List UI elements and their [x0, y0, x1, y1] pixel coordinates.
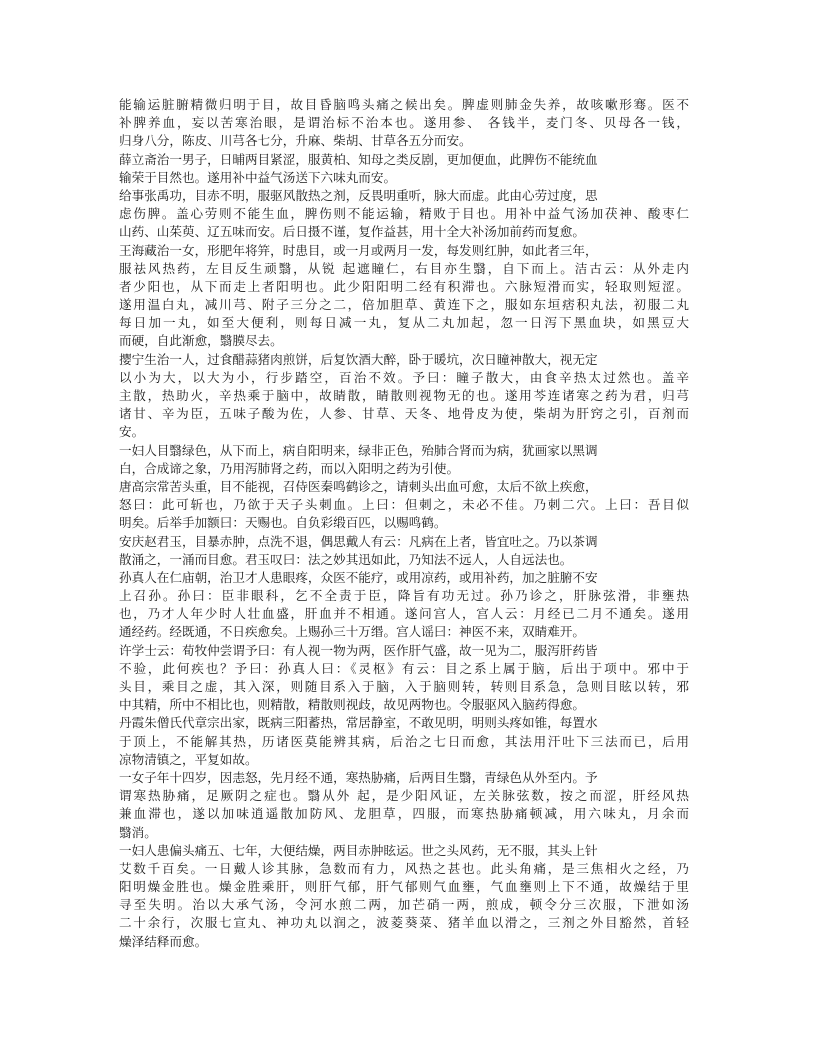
text-line: 补脾养血，妄以苦寒治眼，是谓治标不治本也。遂用参、 各钱半，麦门冬、贝母各一钱，: [119, 115, 689, 131]
text-line: 寻至失明。治以大承气汤，令河水煎二两，加芒硝一两，煎成，顿令分三次服，下泄如汤: [119, 897, 689, 913]
text-line: 给事张禹功，目赤不明，服驱风散热之剂，反畏明重听，脉大而虚。此由心劳过度，思: [119, 187, 598, 203]
text-line: 遂用温白丸，减川芎、附子三分之二，倍加胆草、黄连下之，服如东垣痞积丸法，初服二丸: [119, 297, 689, 313]
text-line: 许学士云：荀牧仲尝谓予曰：有人视一物为两，医作肝气盛，故一见为二，服泻肝药皆: [119, 642, 598, 658]
text-line: 凉物清镇之，平复如故。: [119, 751, 258, 767]
text-line: 唐高宗常苦头重，目不能视，召侍医秦鸣鹤诊之，请刺头出血可愈，太后不欲上疾愈，: [119, 478, 598, 494]
text-line: 谓寒热胁痛，足厥阴之症也。翳从外 起，是少阳风证，左关脉弦数，按之而涩，肝经风热: [119, 788, 689, 804]
text-line: 兼血滞也，遂以加味逍遥散加防风、龙胆草，四服，而寒热胁痛顿减，用六味丸，月余而: [119, 806, 689, 822]
text-line: 一女子年十四岁，因恚怒，先月经不通，寒热胁痛，后两目生翳，青绿色从外至内。予: [119, 769, 598, 785]
text-line: 于顶上，不能解其热，历诸医莫能辨其病，后治之七日而愈，其法用汗吐下三法而已，后用: [119, 733, 689, 749]
text-line: 撄宁生治一人，过食醋蒜猪肉煎饼，后复饮酒大醉，卧于暖坑，次日瞳神散大，视无定: [119, 351, 598, 367]
text-line: 一妇人目翳绿色，从下而上，病自阳明来，绿非正色，殆肺合肾而为病，犹画家以黑调: [119, 442, 598, 458]
text-line: 归身八分，陈皮、川芎各七分，升麻、柴胡、甘草各五分而安。: [119, 133, 472, 149]
text-line: 上召孙。孙曰：臣非眼科，乞不全责于臣，降旨有功无过。孙乃诊之，肝脉弦滑，非壅热: [119, 588, 689, 604]
text-line: 翳消。: [119, 824, 157, 840]
text-line: 也，乃才人年少时人壮血盛，肝血并不相通。遂问宫人，宫人云：月经已二月不通矣。遂用: [119, 606, 689, 622]
text-line: 通经药。经既通，不日疾愈矣。上赐孙三十万缗。宫人谣曰：神医不来，双睛难开。: [119, 624, 585, 640]
text-line: 虑伤脾。盖心劳则不能生血，脾伤则不能运输，精败于目也。用补中益气汤加茯神、酸枣仁: [119, 206, 689, 222]
text-line: 每日加一丸，如至大便利，则每日减一丸，复从二丸加起，忽一日泻下黑血块，如黑豆大: [119, 315, 689, 331]
text-line: 薛立斋治一男子，日晡两目紧涩，服黄柏、知母之类反剧，更加便血，此脾伤不能统血: [119, 151, 598, 167]
text-line: 散涌之，一涌而目愈。君玉叹曰：法之妙其迅如此，乃知法不远人，人自远法也。: [119, 551, 573, 567]
text-line: 不验，此何疾也？予曰：孙真人曰：《灵枢》有云：目之系上属于脑，后出于项中。邪中于: [119, 660, 689, 676]
text-line: 主散，热助火，辛热乘于脑中，故睛散，睛散则视物无的也。遂用芩连诸寒之药为君，归芎: [119, 388, 689, 403]
text-line: 安庆赵君玉，目暴赤肿，点洗不退，偶思戴人有云：凡病在上者，皆宜吐之。乃以茶调: [119, 533, 598, 549]
text-line: 王海藏治一女，形肥年将笄，时患目，或一月或两月一发，每发则红肿，如此者三年，: [119, 242, 598, 258]
text-line: 山药、山茱萸、辽五味而安。后日摄不谨，复作益甚，用十全大补汤加前药而复愈。: [119, 224, 585, 240]
text-line: 一妇人患偏头痛五、七年，大便结燥，两目赤肿眩运。世之头风药，无不服，其头上针: [119, 842, 598, 858]
text-line: 燥泽结释而愈。: [119, 933, 208, 949]
text-line: 阳明燥金胜也。燥金胜乘肝，则肝气郁，肝气郁则气血壅，气血壅则上下不通，故燥结于里: [119, 879, 689, 895]
text-line: 头目，乘目之虚，其入深，则随目系入于脑，入于脑则转，转则目系急，急则目眩以转，邪: [119, 679, 689, 694]
text-line: 能输运脏腑精微归明于目，故目昏脑鸣头痛之候出矣。脾虚则肺金失养，故咳嗽形骞。医不: [119, 97, 689, 112]
text-line: 孙真人在仁庙朝，治卫才人患眼疼，众医不能疗，或用凉药，或用补药，加之脏腑不安: [119, 569, 598, 585]
text-line: 丹霞朱僧氏代章宗出家，既病三阳蓄热，常居静室，不敢见明，明则头疼如锥，每置水: [119, 715, 598, 731]
text-line: 艾数千百矣。一日戴人诊其脉，急数而有力，风热之甚也。此头角痛，是三焦相火之经，乃: [119, 860, 689, 876]
text-line: 明矣。后举手加额曰：天赐也。自负彩缎百匹，以赐鸣鹤。: [119, 515, 447, 531]
text-line: 诸甘、辛为臣，五味子酸为佐，人参、甘草、天冬、地骨皮为使，柴胡为肝窍之引，百剂而: [119, 406, 689, 422]
text-line: 怒曰：此可斩也，乃欲于天子头刺血。上曰：但刺之，未必不佳。乃刺二穴。上曰：吾目似: [119, 497, 689, 513]
document-page: [119, 96, 689, 951]
text-line: 输荣于目然也。遂用补中益气汤送下六味丸而安。: [119, 169, 397, 185]
text-line: 二十余行，次服七宣丸、神功丸以润之，波菱葵菜、猪羊血以滑之，三剂之外目豁然，首轻: [119, 915, 689, 931]
text-line: 服祛风热药，左目反生顽翳，从锐 起遮瞳仁，右目亦生翳，自下而上。洁古云：从外走内: [119, 260, 689, 276]
text-line: 而硬，自此渐愈，翳膜尽去。: [119, 333, 283, 349]
text-line: 中其精，所中不相比也，则精散，精散则视歧，故见两物也。令服驱风入脑药得愈。: [119, 697, 585, 713]
text-line: 以小为大，以大为小，行步踏空，百治不效。予曰：瞳子散大，由食辛热太过然也。盖辛: [119, 369, 689, 385]
text-line: 者少阳也，从下而走上者阳明也。此少阳阳明二经有积滞也。六脉短滑而实，轻取则短涩。: [119, 278, 689, 294]
text-line: 白，合成谛之象，乃用泻肺肾之药，而以入阳明之药为引使。: [119, 460, 460, 476]
text-line: 安。: [119, 424, 145, 440]
